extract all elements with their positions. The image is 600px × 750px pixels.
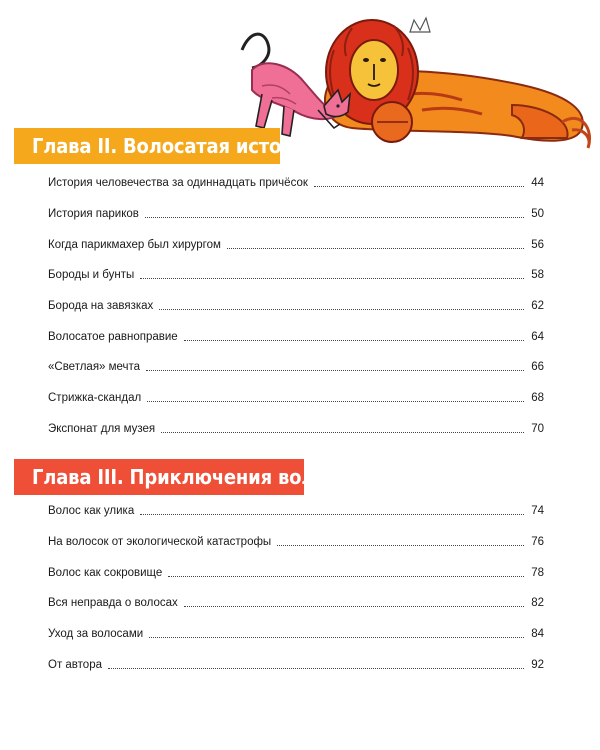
toc-entry-title: Уход за волосами (48, 628, 144, 641)
toc-entry-title: Вся неправда о волосах (48, 597, 178, 610)
toc-entry-page: 62 (531, 300, 544, 313)
dot-leader (147, 392, 524, 402)
toc-entry-title: Волос как улика (48, 505, 135, 518)
toc-entry[interactable] (48, 619, 544, 650)
dot-leader (161, 423, 524, 433)
toc-entry-title: «Светлая» мечта (48, 361, 141, 374)
toc-entry-page: 82 (531, 597, 544, 610)
toc-entry[interactable] (48, 557, 544, 588)
dot-leader (314, 177, 524, 187)
toc-entry[interactable] (48, 414, 544, 445)
chapter-3-title: Глава III. Приключения волос (32, 465, 337, 489)
dot-leader (140, 269, 524, 279)
toc-entry[interactable] (48, 352, 544, 383)
toc-entry[interactable] (48, 383, 544, 414)
toc-entry-page: 84 (531, 628, 544, 641)
chapter-2-title: Глава II. Волосатая история (32, 134, 318, 158)
toc-entry-page: 76 (531, 536, 544, 549)
toc-entry-page: 64 (531, 330, 544, 343)
toc-entry-page: 44 (531, 177, 544, 190)
dot-leader (159, 300, 524, 310)
dot-leader (140, 505, 524, 515)
toc-entry-title: История париков (48, 208, 139, 221)
toc-entry[interactable] (48, 496, 544, 527)
dot-leader (149, 628, 524, 638)
toc-entry[interactable] (48, 588, 544, 619)
toc-entry-title: Когда парикмахер был хирургом (48, 238, 221, 251)
toc-entry-page: 78 (531, 566, 544, 579)
toc-entry-page: 50 (531, 208, 544, 221)
toc-entry[interactable] (48, 527, 544, 558)
toc-entry-page: 58 (531, 269, 544, 282)
toc-entry[interactable] (48, 229, 544, 260)
toc-entry-title: Экспонат для музея (48, 422, 156, 435)
dot-leader (146, 361, 524, 371)
dot-leader (227, 239, 524, 249)
dot-leader (277, 536, 524, 546)
dot-leader (168, 567, 524, 577)
toc-entry-page: 70 (531, 422, 544, 435)
toc-entry-page: 66 (531, 361, 544, 374)
toc-entry[interactable] (48, 291, 544, 322)
toc-entry-title: Бороды и бунты (48, 269, 135, 282)
dot-leader (184, 331, 524, 341)
toc-entry-title: История человечества за одиннадцать причёсок (48, 177, 308, 190)
toc-entry-page: 68 (531, 392, 544, 405)
chapter-3-toc (48, 496, 544, 680)
chapter-3-heading (14, 459, 337, 495)
toc-entry[interactable] (48, 649, 544, 680)
toc-entry-title: На волосок от экологической катастрофы (48, 536, 272, 549)
toc-entry[interactable] (48, 321, 544, 352)
toc-entry-title: От автора (48, 658, 102, 671)
toc-entry-title: Волосатое равноправие (48, 330, 178, 343)
toc-entry-page: 92 (531, 658, 544, 671)
toc-entry-page: 74 (531, 505, 544, 518)
toc-entry[interactable] (48, 260, 544, 291)
dot-leader (145, 208, 524, 218)
toc-entry-title: Волос как сокровище (48, 566, 163, 579)
chapter-2-heading (14, 128, 318, 164)
chapter-2-toc (48, 168, 544, 444)
toc-entry-page: 56 (531, 238, 544, 251)
toc-entry-title: Борода на завязках (48, 300, 154, 313)
toc-entry[interactable] (48, 168, 544, 199)
dot-leader (108, 659, 524, 669)
toc-entry[interactable] (48, 199, 544, 230)
toc-entry-title: Стрижка-скандал (48, 392, 142, 405)
dot-leader (184, 597, 524, 607)
